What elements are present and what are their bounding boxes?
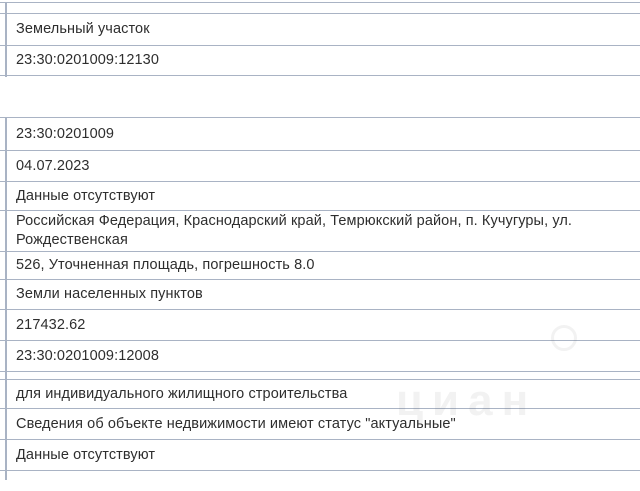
table-left-rule xyxy=(5,2,7,77)
row-area: 526, Уточненная площадь, погрешность 8.0 xyxy=(0,252,640,280)
row-object-type: Земельный участок xyxy=(0,14,640,46)
cian-watermark: циан xyxy=(396,376,538,425)
table-left-rule xyxy=(5,117,7,480)
row-adjacent-cadastral-number: 23:30:0201009:12008 xyxy=(0,341,640,372)
spacer-row xyxy=(0,372,640,380)
parcel-details-table xyxy=(0,117,640,491)
row-cadastral-number: 23:30:0201009:12130 xyxy=(0,46,640,76)
spacer-row xyxy=(0,3,640,14)
row-address: Российская Федерация, Краснодарский край, Темрюкский район, п. Кучугуры, ул. Рождественская xyxy=(0,211,640,252)
row-cadastral-block: 23:30:0201009 xyxy=(0,118,640,151)
row-permitted-use: для индивидуального жилищного строительства xyxy=(0,380,640,409)
spacer-row xyxy=(0,471,640,491)
row-land-category: Земли населенных пунктов xyxy=(0,280,640,310)
row-no-data-1: Данные отсутствуют xyxy=(0,182,640,211)
row-cadastral-value: 217432.62 xyxy=(0,310,640,341)
row-update-date: 04.07.2023 xyxy=(0,151,640,182)
parcel-summary-table xyxy=(0,2,640,76)
row-no-data-2: Данные отсутствуют xyxy=(0,440,640,471)
row-object-status: Сведения об объекте недвижимости имеют статус "актуальные" xyxy=(0,409,640,440)
